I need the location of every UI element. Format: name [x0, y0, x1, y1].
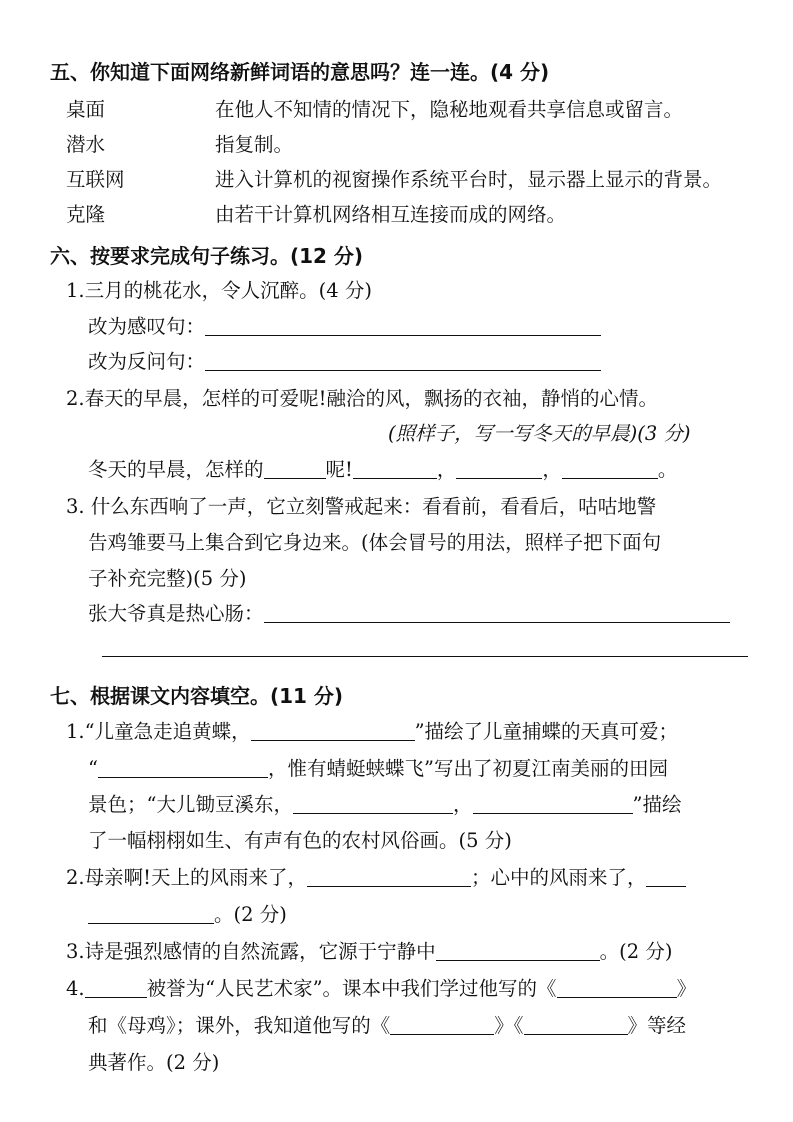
q7-4-b3: 》等经 — [627, 1014, 687, 1037]
q7-1-c3: ”描绘 — [632, 793, 682, 816]
q7-4-blank-book-2[interactable] — [390, 1014, 494, 1035]
winter-blank-3[interactable] — [456, 458, 542, 479]
q7-1-line3 — [88, 792, 681, 818]
q6-3-prompt: 张大爷真是热心肠： — [88, 602, 264, 625]
q7-2-b: 。(2 分) — [214, 903, 287, 926]
q6-3-prompt-line — [88, 601, 730, 627]
winter-comma-1: ， — [436, 458, 457, 481]
q7-2-blank-1[interactable] — [307, 866, 471, 887]
q7-3-line — [66, 939, 672, 965]
q7-4-b1: 和《母鸡》；课外，我知道他写的《 — [88, 1014, 391, 1037]
q6-1-rhetorical — [88, 349, 601, 375]
winter-blank-1[interactable] — [264, 458, 326, 479]
q7-3-a1: 3.诗是强烈感情的自然流露，它源于宁静中 — [66, 940, 436, 963]
q7-4-blank-book-3[interactable] — [524, 1014, 628, 1035]
q7-1-b2: ，惟有蜻蜓蛱蝶飞”写出了初夏江南美丽的田园 — [267, 757, 668, 780]
rhetorical-answer-blank[interactable] — [205, 350, 601, 371]
q6-2-note: (照样子，写一写冬天的早晨)(3 分) — [388, 422, 691, 445]
winter-comma-2: ， — [542, 458, 562, 481]
meaning-3: 进入计算机的视窗操作系统平台时，显示器上显示的背景。 — [215, 168, 723, 191]
q7-2-line1 — [66, 865, 686, 891]
q7-1-b1: “ — [88, 757, 98, 780]
rhetorical-label: 改为反问句： — [88, 350, 206, 373]
q7-1-c1: 景色；“大儿锄豆溪东， — [88, 793, 293, 816]
winter-blank-2[interactable] — [353, 458, 437, 479]
q7-2-a2: ；心中的风雨来了， — [470, 866, 647, 889]
meaning-1: 在他人不知情的情况下，隐秘地观看共享信息或留言。 — [215, 98, 684, 121]
exclaim-label: 改为感叹句： — [88, 315, 206, 338]
q6-3-blank-1[interactable] — [264, 602, 730, 623]
q7-1-blank-2[interactable] — [98, 757, 268, 778]
q7-4-blank-book-1[interactable] — [557, 977, 677, 998]
q7-1-blank-1[interactable] — [251, 720, 415, 741]
q7-4-a3: 》 — [676, 977, 697, 1000]
q7-4-line3: 典著作。(2 分) — [88, 1051, 220, 1074]
q6-2-fill — [88, 457, 677, 483]
q7-2-a1: 2.母亲啊!天上的风雨来了， — [66, 866, 307, 889]
winter-prompt: 冬天的早晨，怎样的 — [88, 458, 264, 481]
q7-4-blank-author[interactable] — [85, 977, 147, 998]
q6-3-line1: 3. 什么东西响了一声，它立刻警戒起来：看看前，看看后，咕咕地警 — [66, 495, 657, 518]
q7-1-a2: ”描绘了儿童捕蝶的天真可爱； — [414, 720, 679, 743]
q7-3-blank[interactable] — [436, 940, 600, 961]
q7-4-line2 — [88, 1013, 686, 1039]
section-5-heading: 五、你知道下面网络新鲜词语的意思吗？连一连。(4 分) — [50, 60, 550, 84]
q6-2-text: 2.春天的早晨，怎样的可爱呢!融洽的风，飘扬的衣袖，静悄的心情。 — [66, 387, 658, 410]
q7-4-a2: 被誉为“人民艺术家”。课本中我们学过他写的《 — [146, 977, 557, 1000]
term-internet: 互联网 — [66, 168, 125, 191]
q6-1-exclaim — [88, 314, 601, 340]
q7-1-a1: 1.“儿童急走追黄蝶， — [66, 720, 251, 743]
q7-2-blank-2a[interactable] — [646, 866, 686, 887]
term-clone: 克隆 — [66, 203, 106, 226]
q7-1-line2 — [88, 756, 668, 782]
q6-3-line2-text: 告鸡雏要马上集合到它身边来。(体会冒号的用法，照样子把下面句 — [88, 531, 662, 554]
q7-1-line4: 了一幅栩栩如生、有声有色的农村风俗画。(5 分) — [88, 829, 512, 852]
q6-3-line2 — [88, 530, 748, 563]
section-6-heading: 六、按要求完成句子练习。(12 分) — [50, 244, 364, 268]
winter-period: 。 — [657, 458, 678, 481]
term-lurk: 潜水 — [66, 133, 106, 156]
q6-3-blank-2[interactable] — [102, 656, 748, 657]
meaning-2: 指复制。 — [215, 133, 294, 156]
q7-2-line2 — [88, 902, 287, 928]
q7-1-line1 — [66, 719, 678, 745]
q7-1-c2: ， — [452, 793, 473, 816]
q7-3-a2: 。(2 分) — [599, 940, 673, 963]
q7-1-blank-3[interactable] — [293, 793, 453, 814]
q7-2-blank-2b[interactable] — [88, 903, 214, 924]
meaning-4: 由若干计算机网络相互连接而成的网络。 — [215, 203, 567, 226]
winter-blank-4[interactable] — [562, 458, 658, 479]
q7-4-b2: 》《 — [494, 1014, 524, 1037]
exclaim-answer-blank[interactable] — [205, 315, 601, 336]
q6-3-line3: 子补充完整)(5 分) — [88, 567, 247, 590]
q7-4-a1: 4. — [66, 977, 85, 1000]
q6-1-text: 1.三月的桃花水，令人沉醉。(4 分) — [66, 279, 372, 302]
q7-4-line1 — [66, 976, 696, 1002]
section-7-heading: 七、根据课文内容填空。(11 分) — [50, 684, 344, 708]
winter-text-2: 呢! — [325, 458, 353, 481]
q7-1-blank-4[interactable] — [473, 793, 633, 814]
term-desktop: 桌面 — [66, 98, 106, 121]
